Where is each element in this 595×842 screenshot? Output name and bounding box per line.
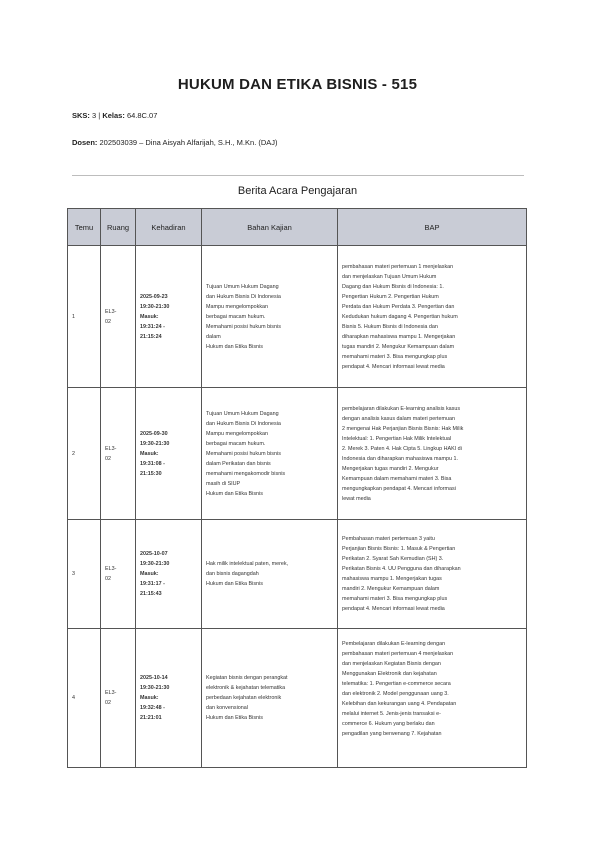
divider: [72, 175, 524, 176]
table-row: [68, 629, 527, 768]
lecturer-meta: [72, 138, 278, 147]
cell-kehadiran: 2025-10-14 19:30-21:30 Masuk: 19:32:48 - 21:21:01: [136, 629, 202, 768]
header-bap: BAP: [338, 209, 527, 246]
cell-bahan-kajian: Kegiatan bisnis dengan perangkat elektronik & kejahatan telematika perbedaan kejahatan elektronik dan konvensional Hukum dan Etika Bisnis: [202, 629, 338, 768]
cell-bap: pembelajaran dilakukan E-learning analisis kasus dengan analisis kasus dalam materi pertemuan 2 mengenai Hak Perjanjian Bisnis Bisnis: Hak Milik Intelektual: 1. Pengertian Hak Milik Intelektual 2. Merek 3. Paten 4. Hak Cipta 5. Lingkup HAKI di Indonesia dan diharapkan mahasiswa mampu 1. Mengerjakan tugas mandiri 2. Mengukur Kemampuan dalam memahami materi 3. Bisa mengungkapkan pendapat 4. Mencari informasi lewat media: [338, 388, 527, 520]
course-meta: [72, 111, 157, 120]
sks-value: 3: [92, 111, 97, 120]
cell-ruang: EL3- 02: [101, 629, 136, 768]
cell-ruang: EL3- 02: [101, 388, 136, 520]
cell-temu: 3: [68, 520, 101, 629]
header-temu: Temu: [68, 209, 101, 246]
kelas-value: 64.8C.07: [126, 111, 158, 120]
cell-ruang: EL3- 02: [101, 520, 136, 629]
header-ruang: Ruang: [101, 209, 136, 246]
table-header-row: [68, 209, 527, 246]
kelas-label: Kelas:: [102, 111, 125, 120]
cell-bap: Pembelajaran dilakukan E-learning dengan pembahasan materi pertemuan 4 menjelaskan dan menjelaskan Kegiatan Bisnis dengan Menggunakan Elektronik dan kejahatan telematika: 1. Pengertian e-commerce secara dan elektronik 2. Model penggunaan uang 3. Kelebihan dan kekurangan uang 4. Pendapatan melalui internet 5. Jenis-jenis transaksi e- commerce 6. Hukum yang berlaku dan pengadilan yang berwenang 7. Kejahatan: [338, 629, 527, 768]
cell-bahan-kajian: Tujuan Umum Hukum Dagang dan Hukum Bisnis Di Indonesia Mampu mengelompokkan berbagai macam hukum. Memahami posisi hukum bisnis dalam Hukum dan Etika Bisnis: [202, 246, 338, 388]
table-row: [68, 520, 527, 629]
dosen-value: 202503039 – Dina Aisyah Alfarijah, S.H., M.Kn. (DAJ): [99, 138, 278, 147]
cell-temu: 4: [68, 629, 101, 768]
meta-separator: |: [98, 111, 101, 120]
header-kehadiran: Kehadiran: [136, 209, 202, 246]
cell-temu: 2: [68, 388, 101, 520]
cell-ruang: EL3- 02: [101, 246, 136, 388]
document-title: HUKUM DAN ETIKA BISNIS - 515: [177, 76, 418, 93]
cell-bap: Pembahasan materi pertemuan 3 yaitu Perjanjian Bisnis Bisnis: 1. Masuk & Pengertian Perikatan 2. Syarat Sah Kemudian (SH) 3. Perikatan Bisnis 4. UU Pengguna dan diharapkan mahasiswa mampu 1. Mengerjakan tugas mandiri 2. Mengukur Kemampuan dalam memahami materi 3. Bisa mengungkap plus pendapat 4. Mencari informasi lewat media: [338, 520, 527, 629]
cell-bap: pembahasan materi pertemuan 1 menjelaskan dan menjelaskan Tujuan Umum Hukum Dagang dan Hukum Bisnis di Indonesia: 1. Pengertian Hukum 2. Pengertian Hukum Perdata dan Hukum Perdata 3. Pengertian dan Kedudukan hukum dagang 4. Pengertian hukum Bisnis 5. Hukum Bisnis di Indonesia dan diharapkan mahasiswa mampu 1. Mengerjakan tugas mandiri 2. Mengukur Kemampuan dalam memahami materi 3. Bisa mengungkap plus pendapat 4. Mencari informasi lewat media: [338, 246, 527, 388]
dosen-label: Dosen:: [72, 138, 98, 147]
cell-kehadiran: 2025-09-30 19:30-21:30 Masuk: 19:31:08 - 21:15:30: [136, 388, 202, 520]
cell-kehadiran: 2025-09-23 19:30-21:30 Masuk: 19:31:24 - 21:15:24: [136, 246, 202, 388]
header-bahan-kajian: Bahan Kajian: [202, 209, 338, 246]
cell-temu: 1: [68, 246, 101, 388]
table-row: [68, 388, 527, 520]
table-row: [68, 246, 527, 388]
section-subtitle: Berita Acara Pengajaran: [237, 185, 358, 197]
sks-label: SKS:: [72, 111, 90, 120]
bap-table: [67, 208, 527, 768]
cell-kehadiran: 2025-10-07 19:30-21:30 Masuk: 19:31:17 - 21:15:43: [136, 520, 202, 629]
cell-bahan-kajian: Hak milik intelektual paten, merek, dan bisnis dagangdah Hukum dan Etika Bisnis: [202, 520, 338, 629]
cell-bahan-kajian: Tujuan Umum Hukum Dagang dan Hukum Bisnis Di Indonesia Mampu mengelompokkan berbagai macam hukum. Memahami posisi hukum bisnis dalam Perikatan dan bisnis memahami mengakomodir bisnis masih di SIUP Hukum dan Etika Bisnis: [202, 388, 338, 520]
